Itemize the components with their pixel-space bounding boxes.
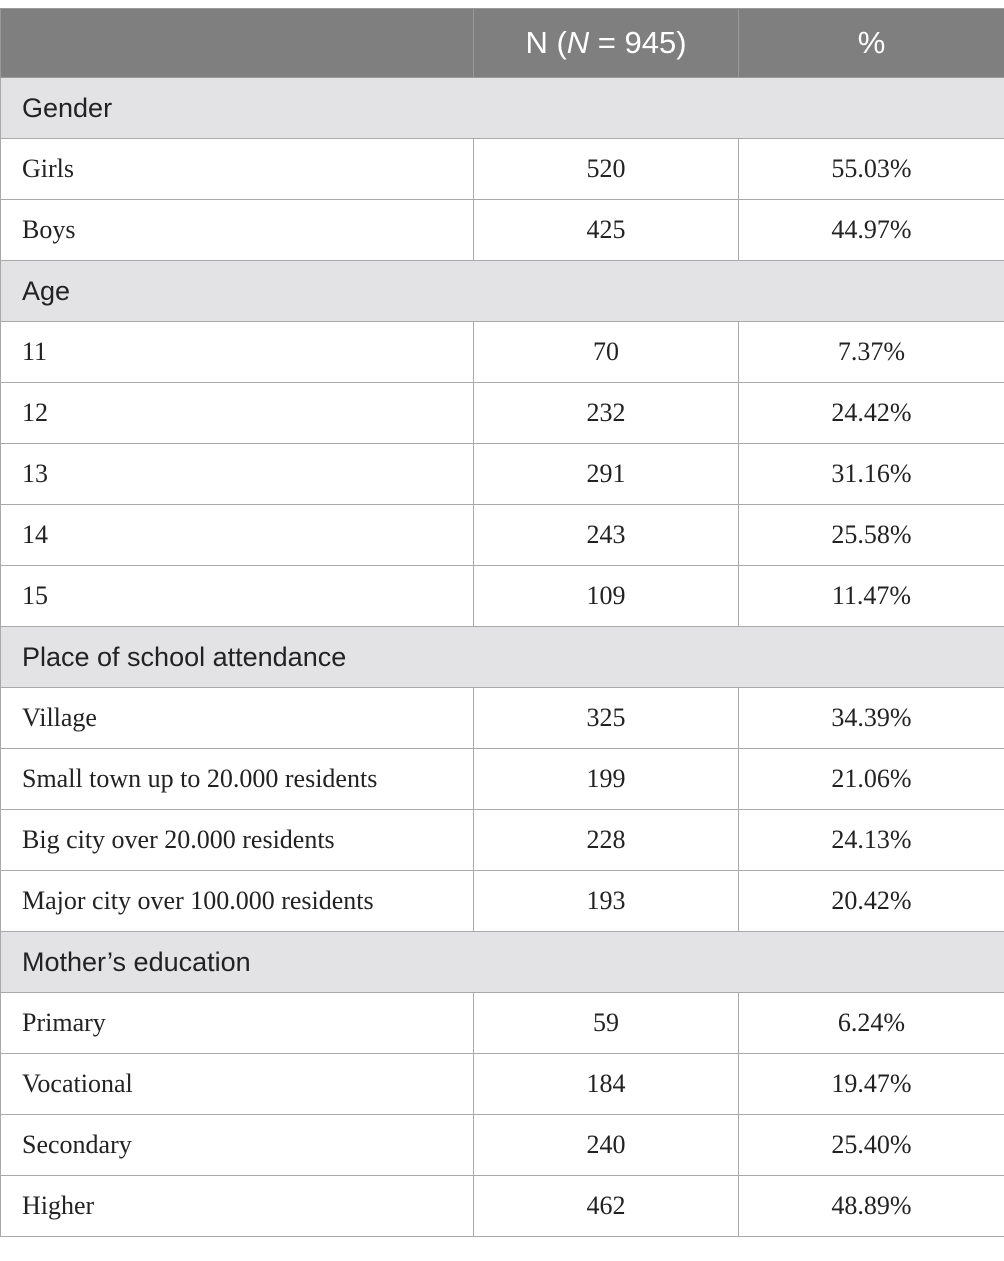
row-count: 425 <box>474 200 739 261</box>
section-row <box>1 932 1004 993</box>
section-title: Mother’s education <box>1 932 1004 993</box>
header-row <box>1 9 1004 78</box>
table-header <box>1 9 1004 78</box>
row-label: 11 <box>1 322 474 383</box>
table-row <box>1 383 1004 444</box>
row-percent: 34.39% <box>739 688 1004 749</box>
row-count: 109 <box>474 566 739 627</box>
table-row <box>1 200 1004 261</box>
row-count: 232 <box>474 383 739 444</box>
header-cell-percent: % <box>739 9 1004 78</box>
row-percent: 11.47% <box>739 566 1004 627</box>
row-percent: 48.89% <box>739 1176 1004 1237</box>
row-label: Big city over 20.000 residents <box>1 810 474 871</box>
row-count: 243 <box>474 505 739 566</box>
row-percent: 19.47% <box>739 1054 1004 1115</box>
table-row <box>1 322 1004 383</box>
section-title: Age <box>1 261 1004 322</box>
row-label: 13 <box>1 444 474 505</box>
section-row <box>1 627 1004 688</box>
table-row <box>1 688 1004 749</box>
table-body <box>1 78 1004 1237</box>
row-label: Girls <box>1 139 474 200</box>
row-label: Major city over 100.000 residents <box>1 871 474 932</box>
row-label: Primary <box>1 993 474 1054</box>
header-n-italic: N <box>566 25 590 60</box>
section-row <box>1 78 1004 139</box>
header-n-suffix: = 945) <box>589 25 687 60</box>
table-row <box>1 566 1004 627</box>
table-row <box>1 749 1004 810</box>
table-row <box>1 810 1004 871</box>
row-count: 184 <box>474 1054 739 1115</box>
row-count: 291 <box>474 444 739 505</box>
section-title: Gender <box>1 78 1004 139</box>
header-cell-n <box>474 9 739 78</box>
row-label: 12 <box>1 383 474 444</box>
demographics-table <box>0 8 1004 1237</box>
header-n-prefix: N ( <box>525 25 567 60</box>
row-percent: 25.58% <box>739 505 1004 566</box>
table-row <box>1 444 1004 505</box>
section-row <box>1 261 1004 322</box>
row-label: Higher <box>1 1176 474 1237</box>
table-row <box>1 993 1004 1054</box>
row-percent: 6.24% <box>739 993 1004 1054</box>
row-percent: 25.40% <box>739 1115 1004 1176</box>
row-label: Village <box>1 688 474 749</box>
row-percent: 7.37% <box>739 322 1004 383</box>
row-count: 325 <box>474 688 739 749</box>
table-row <box>1 1054 1004 1115</box>
row-percent: 21.06% <box>739 749 1004 810</box>
row-count: 199 <box>474 749 739 810</box>
table-row <box>1 1115 1004 1176</box>
row-label: Vocational <box>1 1054 474 1115</box>
row-count: 240 <box>474 1115 739 1176</box>
row-count: 228 <box>474 810 739 871</box>
row-count: 462 <box>474 1176 739 1237</box>
row-percent: 31.16% <box>739 444 1004 505</box>
row-percent: 55.03% <box>739 139 1004 200</box>
row-count: 193 <box>474 871 739 932</box>
row-label: 15 <box>1 566 474 627</box>
section-title: Place of school attendance <box>1 627 1004 688</box>
header-cell-label <box>1 9 474 78</box>
row-label: 14 <box>1 505 474 566</box>
row-label: Secondary <box>1 1115 474 1176</box>
row-percent: 20.42% <box>739 871 1004 932</box>
row-count: 59 <box>474 993 739 1054</box>
row-percent: 24.13% <box>739 810 1004 871</box>
row-count: 70 <box>474 322 739 383</box>
table-row <box>1 871 1004 932</box>
row-label: Boys <box>1 200 474 261</box>
row-percent: 24.42% <box>739 383 1004 444</box>
row-count: 520 <box>474 139 739 200</box>
table-row <box>1 139 1004 200</box>
row-label: Small town up to 20.000 residents <box>1 749 474 810</box>
table-row <box>1 1176 1004 1237</box>
table-row <box>1 505 1004 566</box>
row-percent: 44.97% <box>739 200 1004 261</box>
